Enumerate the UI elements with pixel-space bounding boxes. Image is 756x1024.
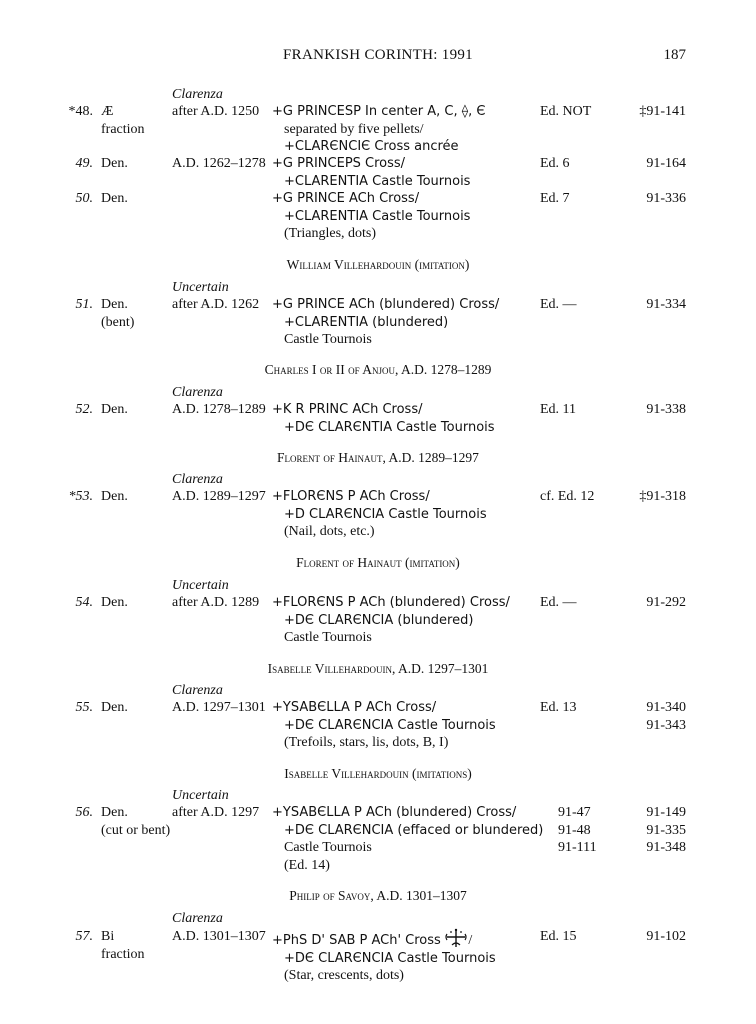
inventory-numbers (646, 804, 686, 857)
inventory-number: 91-340 (646, 700, 686, 715)
mint-label: Uncertain (172, 788, 229, 803)
related-number: 91-111 (558, 840, 597, 855)
section-heading: Isabelle Villehardouin (imitations) (284, 766, 472, 781)
legend-line: Castle Tournois (284, 332, 372, 347)
date: after A.D. 1250 (172, 104, 260, 119)
denomination-line: Den. (101, 297, 128, 312)
description (272, 103, 485, 156)
denomination (101, 928, 145, 963)
reference: Ed. 6 (540, 156, 570, 171)
entry-number: *48. (68, 104, 93, 119)
reference: Ed. 13 (540, 700, 577, 715)
legend-line: +CLARЄNCIЄ Cross ancrée (284, 139, 459, 154)
denomination: Den. (101, 156, 128, 171)
denomination-line: fraction (101, 121, 145, 137)
legend-line: +G PRINCESP In center A, C, ⟠, Є (272, 104, 486, 119)
legend-line: +CLARENTIA Castle Tournois (284, 173, 471, 189)
entry-number: 52. (75, 402, 93, 417)
date: A.D. 1278–1289 (172, 402, 266, 417)
legend-line: +DЄ CLARЄNCIA Castle Tournois (284, 950, 496, 966)
legend-line: (Trefoils, stars, lis, dots, B, I) (284, 735, 449, 750)
entry-number: 57. (75, 929, 93, 944)
legend-line: (Nail, dots, etc.) (284, 524, 375, 539)
date: after A.D. 1297 (172, 805, 260, 820)
entry-number: 50. (75, 191, 93, 206)
denomination (101, 804, 170, 839)
reference: Ed. 15 (540, 929, 577, 944)
legend-line: +YSABЄLLA P ACh Cross/ (272, 700, 437, 715)
section-heading: Florent of Hainaut (imitation) (296, 555, 460, 570)
date: A.D. 1289–1297 (172, 489, 266, 504)
mint-label: Clarenza (172, 683, 223, 698)
denomination: Den. (101, 595, 128, 610)
mint-label: Uncertain (172, 578, 229, 593)
denomination: Den. (101, 191, 128, 206)
denomination: Den. (101, 402, 128, 417)
denomination-line: fraction (101, 946, 145, 962)
legend-line: (Ed. 14) (284, 857, 330, 873)
description (272, 594, 510, 647)
inventory-number: 91-334 (646, 297, 686, 312)
description (272, 190, 470, 243)
mint-label: Uncertain (172, 280, 229, 295)
mint-label: Clarenza (172, 911, 223, 926)
inventory-number: 91-102 (646, 929, 686, 944)
legend-line: +D CLARЄNCIA Castle Tournois (284, 506, 487, 522)
inventory-number: 91-292 (646, 595, 686, 610)
section-heading: Charles I or II of Anjou, A.D. 1278–1289 (264, 362, 492, 377)
reference: Ed. — (540, 297, 577, 312)
inventory-number: 91-149 (646, 805, 686, 820)
legend-line: +FLORЄNS P ACh Cross/ (272, 489, 430, 504)
entry-number: 49. (75, 156, 93, 171)
legend-line: (Star, crescents, dots) (284, 968, 404, 983)
date: after A.D. 1262 (172, 297, 260, 312)
reference: Ed. — (540, 595, 577, 610)
legend-line: +G PRINCEPS Cross/ (272, 156, 406, 171)
page-number: 187 (663, 47, 686, 63)
legend-line: +K R PRINC ACh Cross/ (272, 402, 423, 417)
denomination-line: Den. (101, 805, 128, 820)
date: A.D. 1301–1307 (172, 929, 266, 944)
entry-number: 51. (75, 297, 93, 312)
denomination-line: Æ (101, 104, 114, 119)
entry-number: 55. (75, 700, 93, 715)
denomination-line: Bi (101, 929, 115, 944)
legend-line: +CLARENTIA Castle Tournois (284, 208, 471, 224)
legend-line: +FLORЄNS P ACh (blundered) Cross/ (272, 595, 510, 610)
denomination-line: (bent) (101, 314, 135, 330)
running-head: FRANKISH CORINTH: 1991 (283, 47, 473, 63)
entry-number: *53. (68, 489, 93, 504)
entry-number: 56. (75, 805, 93, 820)
legend-line: +DЄ CLARЄNCIA Castle Tournois (284, 717, 496, 733)
reference: Ed. 7 (540, 191, 570, 206)
related-number: 91-47 (558, 805, 591, 820)
legend-line: +G PRINCE ACh Cross/ (272, 191, 420, 206)
reference: cf. Ed. 12 (540, 489, 595, 504)
legend-line: (Triangles, dots) (284, 226, 377, 241)
legend-line: +DЄ CLARЄNTIA Castle Tournois (284, 419, 495, 435)
description (272, 296, 499, 349)
reference: Ed. 11 (540, 402, 577, 417)
legend-line: +DЄ CLARЄNCIA (effaced or blundered) (284, 822, 544, 838)
related-numbers (558, 804, 597, 857)
description (272, 699, 496, 752)
legend-line: +YSABЄLLA P ACh (blundered) Cross/ (272, 805, 517, 820)
denomination (101, 103, 145, 138)
legend-line: +DЄ CLARЄNCIA (blundered) (284, 612, 474, 628)
reference: Ed. NOT (540, 104, 592, 119)
section-heading: Isabelle Villehardouin, A.D. 1297–1301 (267, 661, 489, 676)
description (272, 804, 543, 874)
mint-label: Clarenza (172, 472, 223, 487)
description (272, 401, 495, 436)
cross-with-castle-icon (444, 928, 468, 948)
inventory-number: 91-335 (646, 822, 686, 838)
description (272, 488, 487, 541)
mint-label: Clarenza (172, 385, 223, 400)
section-heading: Philip of Savoy, A.D. 1301–1307 (289, 888, 467, 903)
legend-line: +PhS D' SAB P ACh' Cross (272, 933, 441, 948)
mint-label: Clarenza (172, 87, 223, 102)
inventory-number: ‡91-318 (639, 489, 686, 504)
legend-line: separated by five pellets/ (284, 121, 424, 137)
denomination: Den. (101, 489, 128, 504)
legend-line: +G PRINCE ACh (blundered) Cross/ (272, 297, 500, 312)
date: A.D. 1297–1301 (172, 700, 266, 715)
inventory-number: 91-348 (646, 840, 686, 855)
legend-line: +CLARENTIA (blundered) (284, 314, 449, 330)
description (272, 928, 496, 985)
date: A.D. 1262–1278 (172, 156, 266, 171)
denomination: Den. (101, 700, 128, 715)
legend-line: / (468, 933, 473, 948)
description (272, 155, 470, 190)
inventory-number: 91-343 (646, 717, 686, 733)
related-number: 91-48 (558, 822, 591, 838)
inventory-numbers (646, 699, 686, 734)
denomination (101, 296, 134, 331)
inventory-number: 91-338 (646, 402, 686, 417)
denomination-line: (cut or bent) (101, 822, 171, 838)
inventory-number: 91-336 (646, 191, 686, 206)
inventory-number: 91-164 (646, 156, 686, 171)
legend-line: Castle Tournois (284, 840, 372, 855)
section-heading: Florent of Hainaut, A.D. 1289–1297 (277, 450, 479, 465)
entry-number: 54. (75, 595, 93, 610)
legend-line: Castle Tournois (284, 630, 372, 645)
date: after A.D. 1289 (172, 595, 260, 610)
inventory-number: ‡91-141 (639, 104, 686, 119)
section-heading: William Villehardouin (imitation) (286, 257, 470, 272)
